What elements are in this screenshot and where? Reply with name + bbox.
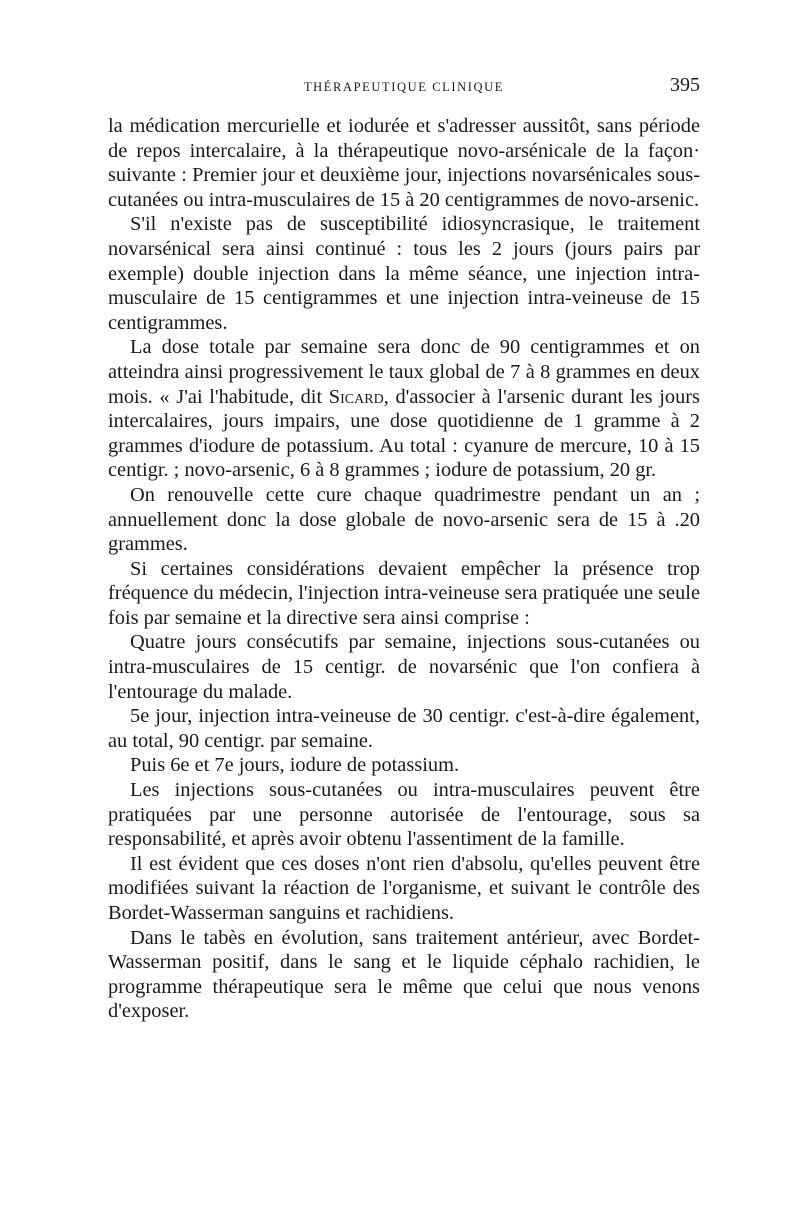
paragraph-total-dose xyxy=(108,335,700,483)
paragraph-doses-variable: Il est évident que ces doses n'ont rien d'absolu, qu'elles peuvent être modifiées suivant la réaction de l'organisme, et suivant le contrôle des Bordet-Wasserman sanguins et rachidiens. xyxy=(108,852,700,924)
paragraph-alternative: Si certaines considérations devaient empêcher la présence trop fréquence du médecin, l'injection intra-veineuse sera pratiquée une seule fois par semaine et la directive sera ainsi comprise : xyxy=(108,557,700,629)
paragraph-sixth-seventh-days: Puis 6e et 7e jours, iodure de potassium. xyxy=(130,754,460,777)
paragraph-treatment-schedule: S'il n'existe pas de susceptibilité idiosyncrasique, le traitement novarsénical sera ainsi continué : tous les 2 jours (jours pairs par exemple) double injection dans la même séance, une injection intra-musculaire de 15 centigrammes et une injection intra-veineuse de 15 centigrammes. xyxy=(108,213,700,334)
paragraph-continuation: la médication mercurielle et iodurée et s'adresser aussitôt, sans période de repos intercalaire, à la thérapeutique novo-arsénicale de la façon· suivante : Premier jour et deuxième jour, injections novarsénicales sous-cutanées ou intra-musculaires de 15 à 20 centigrammes de novo-arsenic. xyxy=(108,115,700,211)
paragraph-tabes: Dans le tabès en évolution, sans traitement antérieur, avec Bordet-Wasserman positif, dans le sang et le liquide céphalo rachidien, le programme thérapeutique sera le même que celui que nous venons d'exposer. xyxy=(108,926,700,1023)
paragraph-four-days: Quatre jours consécutifs par semaine, injections sous-cutanées ou intra-musculaires de 15 centigr. de novarsénic que l'on confiera à l'entourage du malade. xyxy=(108,631,700,703)
paragraph-renewal: On renouvelle cette cure chaque quadrimestre pendant un an ; annuellement donc la dose globale de novo-arsenic sera de 15 à .20 grammes. xyxy=(108,483,700,556)
paragraph-injections-family: Les injections sous-cutanées ou intra-musculaires peuvent être pratiquées par une personne autorisée de l'entourage, sous sa responsabilité, et après avoir obtenu l'assentiment de la famille. xyxy=(108,779,700,851)
body-text xyxy=(108,114,700,1024)
paragraph-total-dose-text-cont: , d'associer à l'arsenic durant les jours intercalaires, jours impairs, une dose quotidienne de 1 gramme à 2 grammes d'iodure de potassium. Au total : cyanure de mercure, 10 à 15 centigr. ; novo-arsenic, 6 à 8 grammes ; iodure de potassium, 20 gr. xyxy=(108,385,700,482)
paragraph-total-dose-text: La dose totale par semaine sera donc de 90 centigrammes et on atteindra ainsi progressivement le taux global de 7 à 8 grammes en deux mois. « J'ai l'habitude, dit xyxy=(108,336,700,408)
author-name-sicard: Sicard xyxy=(328,385,384,408)
paragraph-fifth-day: 5e jour, injection intra-veineuse de 30 centigr. c'est-à-dire également, au total, 90 centigr. par semaine. xyxy=(108,705,700,752)
running-head xyxy=(108,72,700,100)
book-page xyxy=(108,72,700,1024)
page-number: 395 xyxy=(670,74,700,96)
running-title: THÉRAPEUTIQUE CLINIQUE xyxy=(303,80,505,94)
